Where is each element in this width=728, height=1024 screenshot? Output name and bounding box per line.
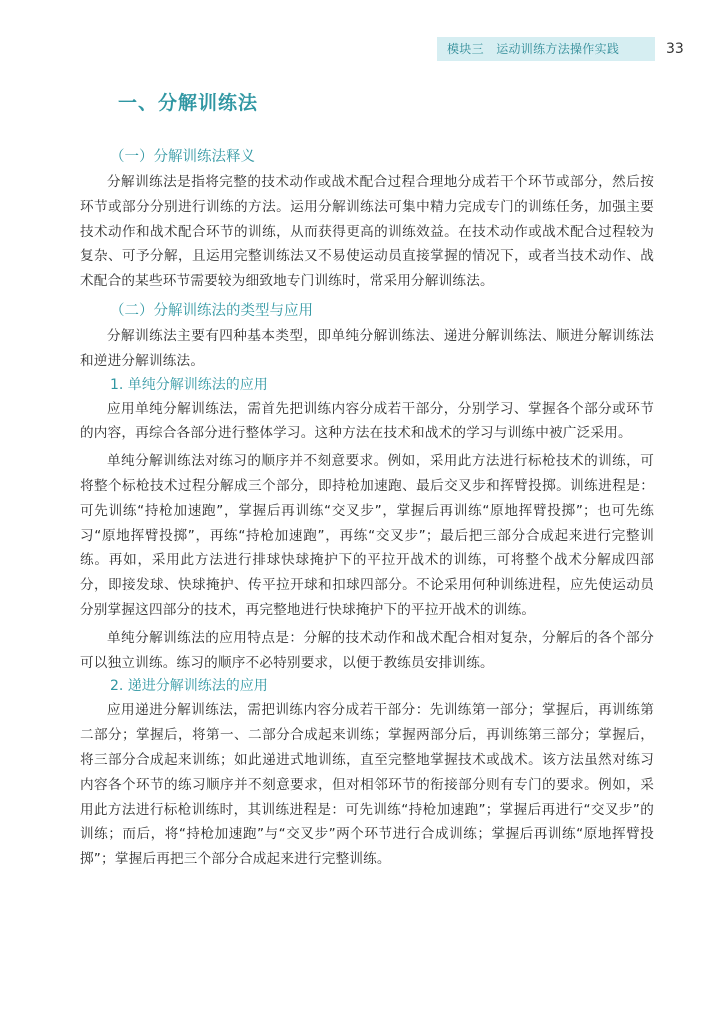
page-number: 33 — [666, 41, 684, 57]
running-header-module: 模块三 运动训练方法操作实践 — [447, 42, 620, 56]
subsection-title-2: （二）分解训练法的类型与应用 — [110, 302, 313, 319]
paragraph: 分解训练法是指将完整的技术动作或战术配合过程合理地分成若干个环节或部分，然后按环节或部分分别进行训练的方法。运用分解训练法可集中精力完成专门的训练任务，加强主要技术动作和战术配合环节的训练，从而获得更高的训练效益。在技术动作或战术配合过程较为复杂、可予分解，且运用完整训练法又不易使运动员直接掌握的情况下，或者当技术动作、战术配合的某些环节需要较为细致地专门训练时，常采用分解训练法。 — [80, 174, 654, 290]
paragraph: 应用递进分解训练法，需把训练内容分成若干部分：先训练第一部分；掌握后，再训练第二部分；掌握后，将第一、二部分合成起来训练；掌握两部分后，再训练第三部分；掌握后，将三部分合成起来训练；如此递进式地训练，直至完整地掌握技术或战术。该方法虽然对练习内容各个环节的练习顺序并不刻意要求，但对相邻环节的衔接部分则有专门的要求。例如，采用此方法进行标枪训练时，其训练进程是：可先训练“持枪加速跑”；掌握后再进行“交叉步”的训练；而后，将“持枪加速跑”与“交叉步”两个环节进行合成训练；掌握后再训练“原地挥臂投掷”；掌握后再把三个部分合成起来进行完整训练。 — [80, 702, 654, 868]
item-title-1: 1. 单纯分解训练法的应用 — [110, 376, 268, 393]
paragraph: 单纯分解训练法的应用特点是：分解的技术动作和战术配合相对复杂，分解后的各个部分可以独立训练。练习的顺序不必特别要求，以便于教练员安排训练。 — [80, 629, 654, 671]
page-body — [80, 88, 654, 872]
paragraph: 应用单纯分解训练法，需首先把训练内容分成若干部分，分别学习、掌握各个部分或环节的内容，再综合各部分进行整体学习。这种方法在技术和战术的学习与训练中被广泛采用。 — [80, 400, 654, 442]
section-title: 一、分解训练法 — [118, 92, 259, 114]
paragraph: 分解训练法主要有四种基本类型，即单纯分解训练法、递进分解训练法、顺进分解训练法和逆进分解训练法。 — [80, 327, 654, 369]
subsection-title-1: （一）分解训练法释义 — [110, 149, 255, 165]
item-title-2: 2. 递进分解训练法的应用 — [110, 678, 268, 695]
paragraph: 单纯分解训练法对练习的顺序并不刻意要求。例如，采用此方法进行标枪技术的训练，可将整个标枪技术过程分解成三个部分，即持枪加速跑、最后交叉步和挥臂投掷。训练进程是：可先训练“持枪加速跑”，掌握后再训练“交叉步”，掌握后再训练“原地挥臂投掷”；也可先练习“原地挥臂投掷”，再练“持枪加速跑”，再练“交叉步”；最后把三部分合成起来进行完整训练。再如，采用此方法进行排球快球掩护下的平拉开战术的训练，可将整个战术分解成四部分，即接发球、快球掩护、传平拉开球和扣球四部分。不论采用何种训练进程，应先使运动员分别掌握这四部分的技术，再完整地进行快球掩护下的平拉开战术的训练。 — [80, 453, 654, 618]
